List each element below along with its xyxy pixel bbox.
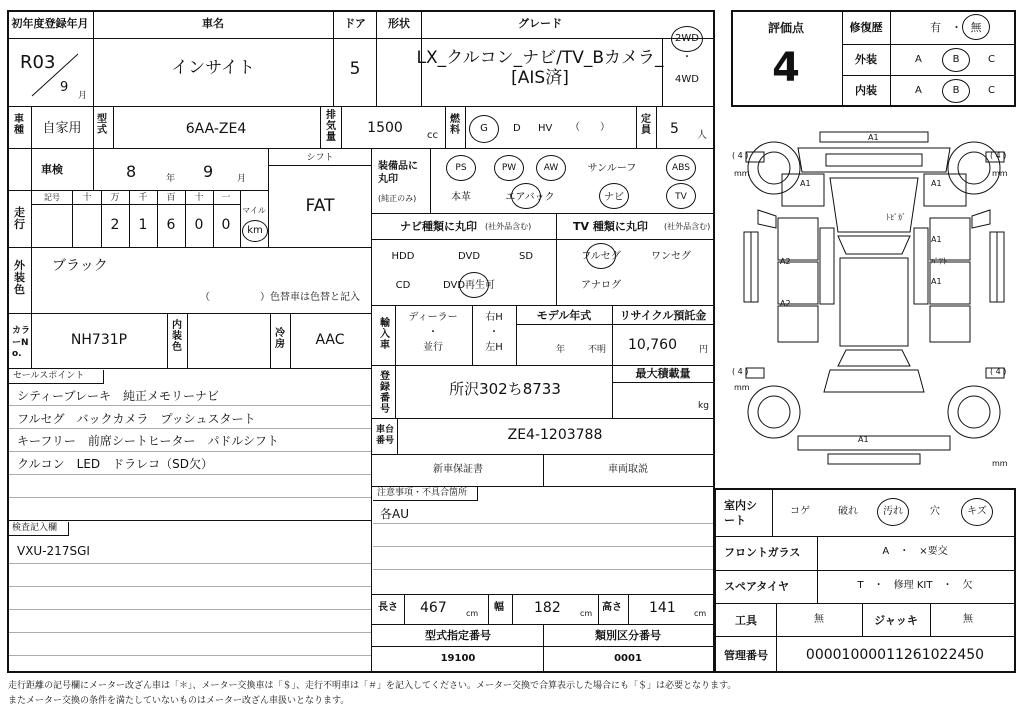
- damage-mark: A2: [780, 257, 791, 266]
- displacement-label: 排気量: [326, 110, 336, 143]
- footer-note-2: またメーター交換の条件を満たしていないものはメーター改ざん車扱いとなります。: [8, 696, 350, 706]
- fuel-other: （ ）: [570, 122, 610, 133]
- shift-value: FAT: [305, 196, 335, 216]
- shift-label: シフト: [306, 153, 334, 163]
- management-number-label: 管理番号: [724, 649, 768, 662]
- reg-month: 9: [60, 80, 69, 95]
- sales-line: クルコン LED ドラレコ（SD欠）: [17, 457, 214, 471]
- fuel-g: G: [480, 123, 488, 134]
- mileage-mark-label: 記号: [44, 193, 60, 202]
- mileage-digit: 2: [110, 217, 120, 233]
- vehicle-manual: 車両取説: [608, 464, 648, 475]
- equip-tv: TV: [675, 192, 687, 202]
- grade-label: グレード: [518, 17, 562, 30]
- damage-mark: A2: [780, 299, 791, 308]
- interior-grade-label: 内装: [855, 84, 877, 97]
- navi-cd: CD: [395, 280, 411, 291]
- reg-year-label: 初年度登録年月: [11, 17, 89, 30]
- door-label: ドア: [344, 17, 366, 30]
- digit-label-ichi: 一: [221, 193, 231, 203]
- length-unit: cm: [466, 609, 479, 618]
- digit-label-10man: 十: [82, 193, 92, 203]
- windshield-value: A ・ ×要交: [882, 546, 948, 557]
- mileage-digit: 1: [138, 217, 148, 233]
- capacity-value: 5: [670, 121, 679, 137]
- sales-point-label: セールスポイント: [13, 371, 85, 381]
- tire-depth-bracket: ( 4 ): [732, 367, 749, 376]
- model-value: 6AA-ZE4: [185, 121, 247, 137]
- model-year-label: モデル年式: [536, 309, 592, 322]
- tire-depth-bracket: ( 4 ): [990, 151, 1007, 160]
- navi-dvd: DVD: [457, 251, 481, 262]
- equip-pw: PW: [501, 163, 517, 173]
- damage-mark: A1: [931, 179, 942, 188]
- equipment-label: 装備品に丸印: [378, 161, 418, 185]
- equip-aw: AW: [543, 163, 559, 173]
- digit-label-man: 万: [110, 193, 120, 203]
- registration-label: 登録番号: [380, 371, 390, 415]
- seat-dirt: 汚れ: [883, 506, 903, 517]
- tire-depth-unit: mm: [734, 169, 750, 178]
- exterior-color: ブラック: [52, 258, 108, 274]
- mileage-digit: 0: [221, 217, 231, 233]
- tire-depth-unit: mm: [992, 169, 1008, 178]
- sales-line: シティーブレーキ 純正メモリーナビ: [17, 389, 219, 403]
- type-designation-number: 19100: [440, 653, 476, 664]
- width-unit: cm: [580, 609, 593, 618]
- seat-burn: コゲ: [790, 506, 810, 517]
- equip-airbag: エアバック: [505, 192, 555, 203]
- mileage-label: 走行: [14, 206, 25, 232]
- inspection-label: 車検: [41, 163, 63, 176]
- length-label: 長さ: [378, 602, 398, 613]
- damage-mark: ﾊﾟｱﾄ: [931, 257, 947, 266]
- new-car-warranty: 新車保証書: [433, 464, 483, 475]
- tv-fullseg: フルセグ: [581, 251, 621, 262]
- notes-label: 注意事項・不具合箇所: [377, 488, 468, 498]
- interior-seat-label: 室内シート: [724, 499, 757, 528]
- navi-type-label: ナビ種類に丸印: [400, 220, 477, 233]
- interior-c: C: [988, 85, 995, 96]
- seat-scratch: キズ: [967, 506, 987, 517]
- classification-label: 類別区分番号: [595, 629, 661, 642]
- seat-tear: 破れ: [838, 506, 858, 517]
- score-label: 評価点: [767, 21, 805, 35]
- tv-type-sub: (社外品含む): [664, 222, 711, 231]
- tire-depth-bracket: ( 4 ): [990, 367, 1007, 376]
- recycle-unit: 円: [699, 345, 709, 355]
- chassis-label: 車台番号: [376, 425, 395, 446]
- damage-mark: ﾄﾋﾟｶﾞ: [886, 213, 906, 222]
- import-dot: ・: [428, 327, 438, 338]
- repair-yes: 有: [930, 21, 941, 34]
- door-count: 5: [349, 59, 361, 79]
- equip-sunroof: サンルーフ: [587, 163, 637, 174]
- equip-leather: 本革: [451, 192, 471, 203]
- mile-label: マイル: [242, 206, 266, 215]
- cc-unit: cc: [427, 130, 438, 141]
- grade-line2: [AIS済]: [511, 68, 569, 88]
- model-label: 型式: [97, 114, 107, 136]
- inspection-year-unit: 年: [166, 174, 176, 184]
- width-label: 幅: [494, 602, 504, 613]
- navi-sd: SD: [518, 251, 534, 262]
- drive-2wd: 2WD: [675, 33, 699, 44]
- height-label: 高さ: [602, 602, 622, 613]
- ac-value: AAC: [315, 332, 345, 348]
- repair-no: 無: [970, 21, 982, 34]
- mileage-digit: 6: [166, 217, 176, 233]
- import-parallel: 並行: [423, 342, 443, 353]
- vehicle-damage-diagram: [728, 120, 1020, 482]
- tv-type-label: TV 種類に丸印: [573, 220, 648, 233]
- damage-mark: A1: [868, 133, 879, 142]
- color-code: NH731P: [70, 332, 128, 348]
- digit-label-hyaku: 百: [166, 193, 176, 203]
- model-year-unit: 年: [556, 345, 566, 355]
- jack-label: ジャッキ: [874, 614, 918, 627]
- tire-depth-bracket: ( 4 ): [732, 151, 749, 160]
- interior-b: B: [952, 85, 960, 96]
- inspection-year: 8: [126, 162, 137, 181]
- color-code-label: カラーNo.: [12, 326, 31, 360]
- classification-number: 0001: [614, 653, 642, 664]
- drive-4wd: 4WD: [675, 74, 699, 85]
- recycle-label: リサイクル預託金: [619, 309, 707, 322]
- shape-label: 形状: [388, 17, 410, 30]
- tire-depth-unit: mm: [992, 459, 1008, 468]
- equip-abs: ABS: [672, 163, 690, 173]
- jack-value: 無: [963, 614, 973, 625]
- import-lh: 左H: [485, 342, 503, 353]
- type-designation-label: 型式指定番号: [425, 629, 491, 642]
- windshield-label: フロントガラス: [724, 546, 801, 559]
- inspection-month: 9: [203, 162, 214, 181]
- recycle-value: 10,760: [628, 337, 677, 353]
- interior-a: A: [915, 85, 922, 96]
- equip-ps: PS: [455, 163, 467, 173]
- exterior-b: B: [952, 54, 960, 65]
- model-year-unknown: 不明: [588, 345, 607, 355]
- car-name: インサイト: [171, 58, 255, 78]
- displacement-value: 1500: [367, 120, 403, 136]
- damage-mark: A1: [800, 179, 811, 188]
- usage-value: 自家用: [42, 121, 82, 136]
- car-name-label: 車名: [202, 17, 224, 30]
- km-label: km: [247, 225, 263, 236]
- exterior-a: A: [915, 54, 922, 65]
- score-value: 4: [772, 45, 800, 91]
- tools-label: 工具: [735, 614, 757, 627]
- inspector-text: VXU-217SGI: [17, 544, 90, 558]
- notes-text: 各AU: [380, 507, 409, 521]
- max-load-label: 最大積載量: [635, 367, 691, 380]
- usage-label: 車種: [14, 114, 24, 136]
- digit-label-juu: 十: [194, 193, 204, 203]
- sales-line: キーフリー 前席シートヒーター パドルシフト: [17, 434, 279, 448]
- height-unit: cm: [694, 609, 707, 618]
- tire-depth-unit: mm: [734, 383, 750, 392]
- navi-hdd: HDD: [391, 251, 415, 262]
- capacity-unit: 人: [697, 130, 707, 141]
- repair-label: 修復歴: [849, 21, 883, 34]
- exterior-grade-label: 外装: [855, 53, 877, 66]
- import-dealer: ディーラー: [408, 312, 458, 323]
- ac-label: 冷房: [275, 328, 285, 350]
- drive-dot: ・: [682, 52, 692, 63]
- grade-line1: LX_クルコン_ナビ/TV_Bカメラ_: [416, 48, 664, 68]
- exterior-color-label: 外装色: [14, 259, 25, 297]
- registration-number: 所沢302ち8733: [449, 380, 561, 398]
- chassis-number: ZE4-1203788: [507, 427, 603, 443]
- fuel-hv: HV: [538, 123, 553, 134]
- damage-mark: A1: [858, 435, 869, 444]
- repair-sep: ・: [951, 21, 962, 34]
- height-value: 141: [649, 600, 676, 616]
- import-rh: 右H: [485, 312, 503, 323]
- reg-year: R03: [20, 52, 56, 73]
- inspection-month-unit: 月: [237, 174, 247, 184]
- footer-note-1: 走行距離の記号欄にメーター改ざん車は「＊」、メーター交換車は「＄」、走行不明車は「＃」を記入してください。メーター交換で合算表示した場合にも「＄」は必要となります。: [8, 681, 737, 691]
- width-value: 182: [534, 600, 561, 616]
- interior-color-label: 内装色: [172, 320, 182, 353]
- fuel-label: 燃料: [450, 114, 460, 136]
- equipment-sub: (純正のみ): [378, 194, 417, 203]
- tv-oneseg: ワンセグ: [651, 251, 691, 262]
- sales-line: フルセグ バックカメラ プッシュスタート: [17, 412, 256, 426]
- digit-label-sen: 千: [138, 193, 148, 203]
- tv-analog: アナログ: [581, 280, 621, 291]
- mileage-digit: 0: [194, 217, 204, 233]
- color-change-note: （ ）色替車は色替と記入: [200, 292, 360, 303]
- damage-mark: A1: [931, 277, 942, 286]
- import-dot-2: ・: [489, 327, 499, 338]
- navi-dvd-play: DVD再生可: [442, 280, 496, 291]
- spare-tire-value: T ・ 修理 KIT ・ 欠: [857, 580, 973, 591]
- spare-tire-label: スペアタイヤ: [724, 580, 790, 593]
- length-value: 467: [420, 600, 447, 616]
- tools-value: 無: [814, 614, 824, 625]
- damage-mark: A1: [931, 235, 942, 244]
- navi-type-sub: (社外品含む): [485, 222, 532, 231]
- import-label: 輸入車: [380, 318, 390, 351]
- fuel-d: D: [513, 123, 521, 134]
- max-load-unit: kg: [698, 401, 709, 411]
- exterior-c: C: [988, 54, 995, 65]
- management-number: 0000100001126102245​0: [805, 647, 985, 663]
- inspector-label: 検査記入欄: [12, 523, 58, 533]
- seat-hole: 穴: [930, 506, 940, 517]
- equip-navi: ナビ: [604, 192, 624, 203]
- capacity-label: 定員: [641, 114, 651, 136]
- reg-month-unit: 月: [78, 91, 88, 101]
